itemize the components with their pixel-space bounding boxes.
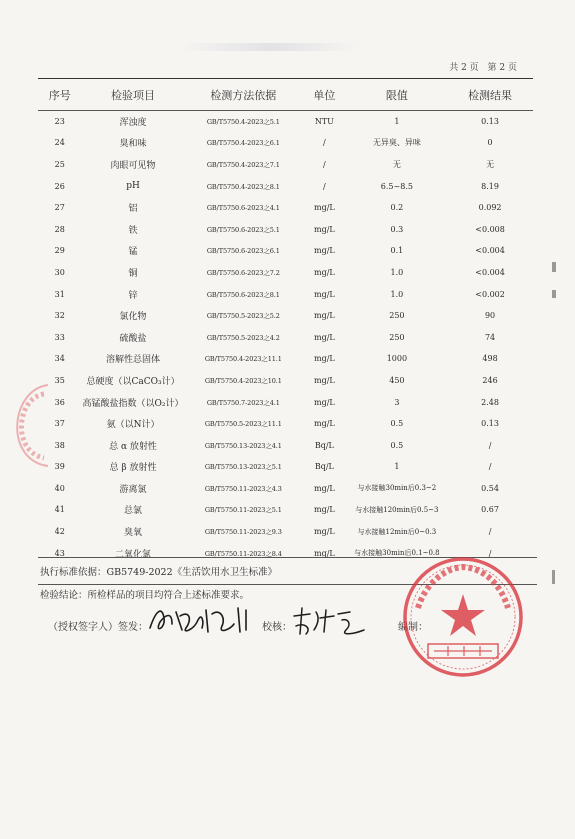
row-item: 溶解性总固体 [106,355,161,366]
table-row [38,478,533,500]
row-method: GB/T5750.7-2023之4.1 [206,398,280,407]
row-result: 8.19 [481,181,499,191]
row-no: 36 [54,397,65,407]
row-no: 23 [54,117,65,127]
row-no: 32 [54,311,65,321]
row-no: 28 [54,224,65,234]
row-item: 锌 [128,290,138,301]
conclusion: 检验结论：所检样品的项目均符合上述标准要求。 [40,590,250,601]
page-current: 第 2 页 [487,63,517,73]
row-no: 37 [54,419,65,429]
row-method: GB/T5750.11-2023之5.1 [204,506,282,515]
table-row [38,262,533,284]
row-item: 浑浊度 [119,118,147,129]
row-method: GB/T5750.6-2023之4.1 [206,204,280,213]
company-seal [398,552,528,682]
row-unit: mg/L [314,527,335,537]
table-row [38,521,533,543]
row-no: 34 [54,354,65,364]
row-limit: 1.0 [390,289,404,299]
row-limit: 与水接触120min后0.5~3 [355,505,439,514]
row-result: 0 [487,138,493,148]
row-method: GB/T5750.4-2023之11.1 [204,355,282,364]
row-method: GB/T5750.4-2023之5.1 [206,118,280,127]
header-no: 序号 [38,79,82,111]
row-method: GB/T5750.6-2023之8.1 [206,290,280,299]
row-item: 硫酸盐 [119,333,147,344]
row-no: 31 [54,289,65,299]
row-item: 二氧化氯 [115,549,152,560]
row-limit: 与水接触12min后0~0.3 [357,527,437,536]
row-result: <0.008 [475,224,505,234]
row-method: GB/T5750.4-2023之7.1 [206,160,280,169]
row-limit: 250 [389,332,405,342]
row-item: 氨（以N计） [106,420,160,431]
row-method: GB/T5750.4-2023之8.1 [206,182,280,191]
row-limit: 0.2 [390,203,404,213]
table-row [38,197,533,219]
row-unit: mg/L [314,419,335,429]
signer-handwritten-signature [142,600,262,640]
faded-header-text [180,43,360,51]
row-item: 铝 [128,204,138,215]
row-limit: 0.5 [390,419,404,429]
row-limit: 与水接触30min后0.1~0.8 [354,549,440,558]
row-method: GB/T5750.5-2023之11.1 [204,420,282,429]
row-result: / [488,548,492,558]
row-no: 41 [54,505,65,515]
row-unit: mg/L [314,397,335,407]
row-no: 42 [54,527,65,537]
table-row [38,348,533,370]
table-row [38,434,533,456]
row-limit: 无 [392,159,401,169]
row-unit: / [323,159,326,169]
row-unit: mg/L [314,224,335,234]
row-item: 铜 [128,268,138,279]
table-row [38,456,533,478]
row-method: GB/T5750.13-2023之4.1 [204,441,282,450]
row-limit: 0.3 [390,224,404,234]
row-unit: / [323,138,326,148]
row-item: pH [126,181,140,192]
row-no: 26 [54,181,65,191]
row-limit: 1 [394,117,400,127]
row-result: 74 [484,332,496,342]
header-item: 检验项目 [82,79,185,111]
row-result: 0.67 [481,505,499,515]
row-unit: NTU [314,117,334,127]
standard-basis: 执行标准依据：GB5749-2022《生活饮用水卫生标准》 [38,557,537,585]
signer-label: （授权签字人）签发： [48,622,148,633]
row-result: <0.004 [475,267,505,277]
row-unit: mg/L [314,505,335,515]
row-result: 0.13 [481,419,499,429]
table-row [38,111,533,133]
row-result: <0.002 [475,289,505,299]
row-no: 39 [54,462,65,472]
row-limit: 3 [394,397,400,407]
row-no: 29 [54,246,65,256]
row-unit: Bq/L [314,440,334,450]
row-no: 30 [54,267,65,277]
row-unit: Bq/L [314,462,334,472]
table-row [38,283,533,305]
row-method: GB/T5750.5-2023之5.2 [206,312,280,321]
row-result: 498 [482,354,498,364]
table-row [38,391,533,413]
row-result: / [488,440,492,450]
row-item: 游离氯 [119,484,147,495]
table-row [38,370,533,392]
editor-label: 编制： [398,622,428,633]
row-unit: mg/L [314,267,335,277]
reviewer-label: 校核： [262,622,292,633]
row-method: GB/T5750.13-2023之5.1 [204,463,282,472]
row-no: 35 [54,375,65,385]
faint-side-seal [0,380,50,470]
row-unit: mg/L [314,332,335,342]
row-result: 无 [486,159,495,169]
row-result: / [488,527,492,537]
row-item: 臭和味 [119,139,147,150]
row-no: 38 [54,440,65,450]
table-row [38,499,533,521]
row-limit: 与水接触30min后0.3~2 [357,484,437,493]
row-unit: mg/L [314,289,335,299]
binding-mark [552,570,555,584]
row-method: GB/T5750.6-2023之7.2 [206,268,280,277]
row-unit: mg/L [314,354,335,364]
row-result: / [488,462,492,472]
row-result: <0.004 [475,246,505,256]
row-item: 肉眼可见物 [110,160,156,171]
row-no: 33 [54,332,65,342]
row-item: 高锰酸盐指数（以O₂计） [82,398,184,409]
header-result: 检测结果 [447,79,533,111]
header-method: 检测方法依据 [185,79,303,111]
row-no: 43 [54,548,65,558]
row-limit: 0.1 [390,246,404,256]
row-unit: mg/L [314,548,335,558]
row-method: GB/T5750.4-2023之10.1 [204,376,282,385]
header-limit: 限值 [347,79,448,111]
row-item: 总 α 放射性 [109,441,157,452]
row-limit: 1.0 [390,267,404,277]
table-row [38,305,533,327]
row-result: 0.54 [481,483,499,493]
row-unit: mg/L [314,375,335,385]
row-unit: mg/L [314,311,335,321]
row-no: 40 [54,483,65,493]
row-limit: 0.5 [390,440,404,450]
page-total: 共 2 页 [449,63,479,73]
row-limit: 6.5~8.5 [380,181,413,191]
row-result: 0.092 [478,203,502,213]
row-result: 246 [482,375,498,385]
row-result: 2.48 [481,397,499,407]
row-item: 氯化物 [119,312,147,323]
row-item: 臭氧 [124,528,143,539]
row-no: 27 [54,203,65,213]
row-limit: 450 [389,375,405,385]
row-item: 铁 [128,225,138,236]
reviewer-handwritten-signature [290,604,370,638]
table-row [38,154,533,176]
row-method: GB/T5750.11-2023之8.4 [204,549,282,558]
results-table [38,78,533,564]
row-unit: mg/L [314,203,335,213]
row-method: GB/T5750.11-2023之4.3 [204,484,282,493]
row-method: GB/T5750.11-2023之9.3 [204,528,282,537]
row-unit: mg/L [314,483,335,493]
row-limit: 1 [394,462,400,472]
table-row [38,240,533,262]
row-limit: 250 [389,311,405,321]
row-item: 锰 [128,247,138,258]
binding-mark [552,290,556,298]
table-row [38,326,533,348]
row-no: 25 [54,159,65,169]
row-method: GB/T5750.6-2023之6.1 [206,247,280,256]
row-limit: 1000 [386,354,408,364]
header-unit: 单位 [302,79,347,111]
row-no: 24 [54,138,65,148]
row-method: GB/T5750.6-2023之5.1 [206,225,280,234]
table-row [38,175,533,197]
row-item: 总 β 放射性 [109,463,157,474]
row-result: 0.13 [481,117,499,127]
page-indicator [443,60,517,73]
table-row [38,218,533,240]
row-method: GB/T5750.4-2023之6.1 [206,139,280,148]
table-row [38,413,533,435]
row-unit: mg/L [314,246,335,256]
row-item: 总氯 [124,506,143,517]
table-header-row [38,79,533,111]
row-result: 90 [484,311,496,321]
row-unit: / [323,181,326,191]
table-row [38,132,533,154]
row-limit: 无异臭、异味 [372,138,421,148]
row-method: GB/T5750.5-2023之4.2 [206,333,280,342]
binding-mark [552,262,556,272]
row-item: 总硬度（以CaCO₃计） [86,376,180,387]
